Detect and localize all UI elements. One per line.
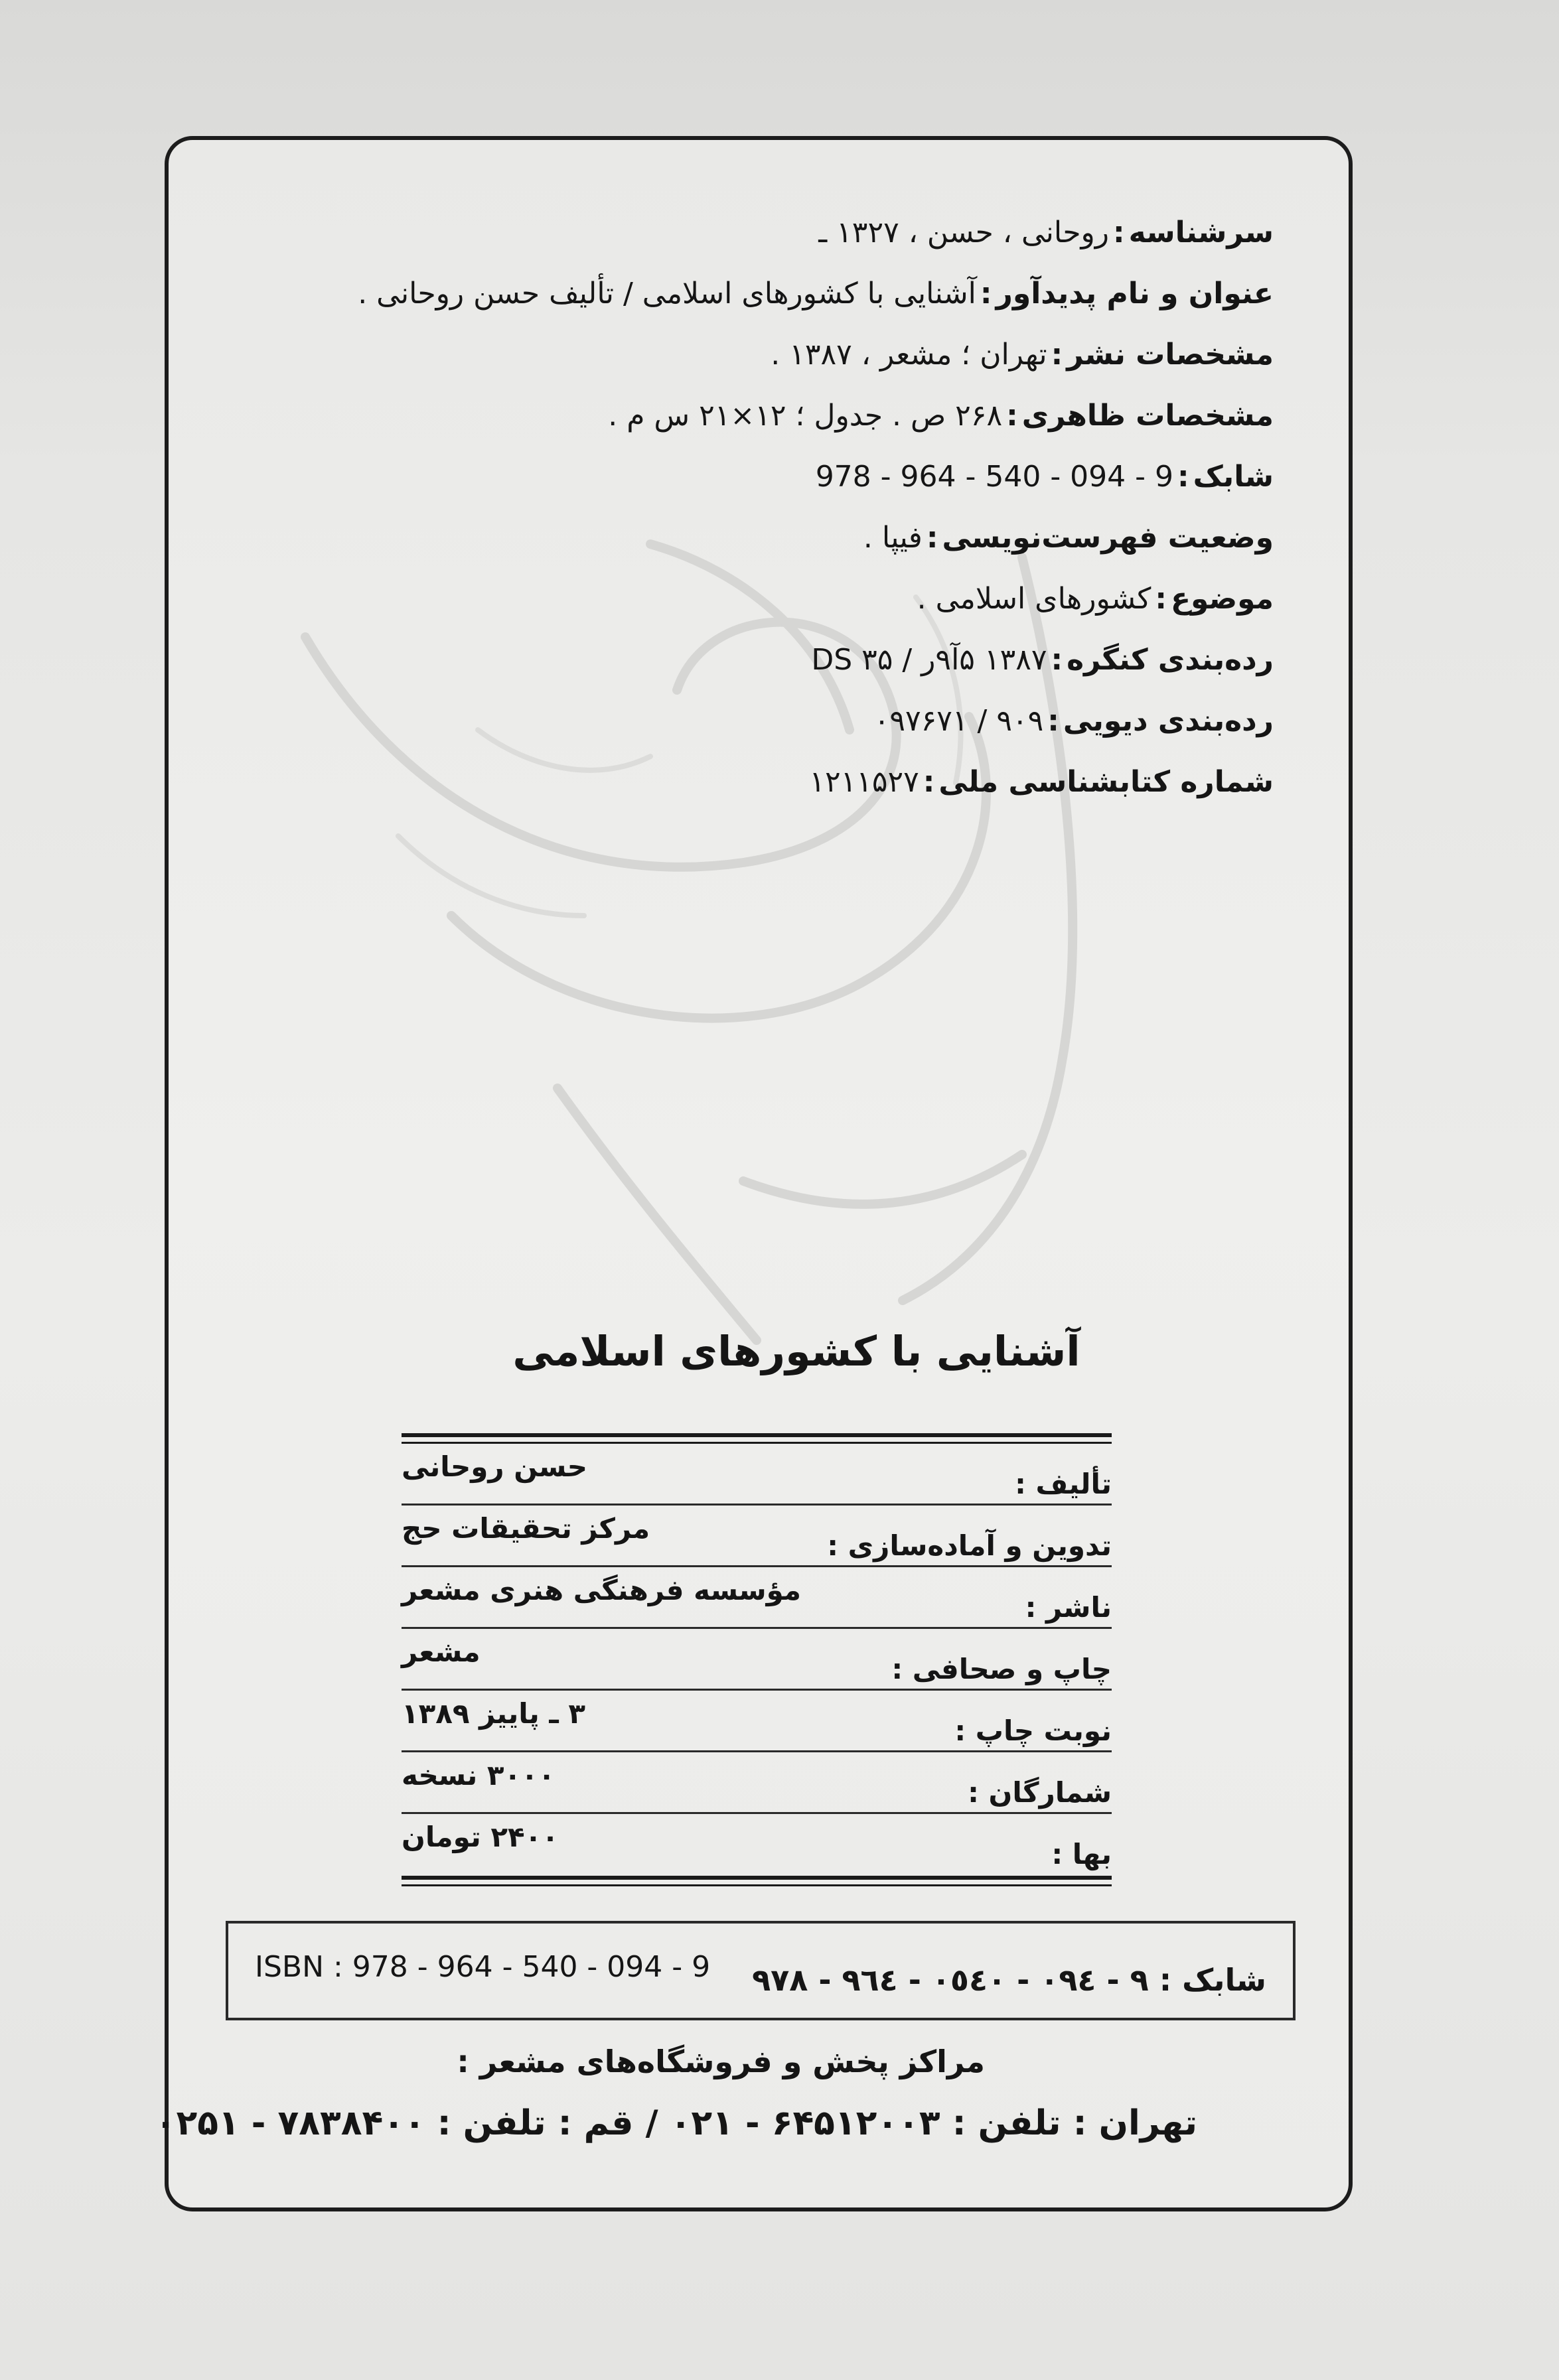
cip-lc-class: رده‌بندی کنگره:۱۳۸۷ ۵آ۹ر / DS ۳۵ [811,643,1274,677]
cip-physical: مشخصات ظاهری:۲۶۸ ص . جدول ؛ ۱۲×۲۱ س م . [608,399,1274,433]
bottom-double-rule [402,1876,1112,1886]
book-title: آشنایی با کشورهای اسلامی [512,1327,1080,1375]
cip-subject: موضوع:کشورهای اسلامی . [917,582,1274,616]
isbn-latin: ISBN : 978 - 964 - 540 - 094 - 9 [255,1950,711,1984]
credit-row-edition: نوبت چاپ : ۳ ـ پاییز ۱۳۸۹ [402,1691,1112,1752]
distribution-heading: مراکز پخش و فروشگاه‌های مشعر : [457,2044,985,2079]
cip-title: عنوان و نام پدیدآور:آشنایی با کشورهای اسلامی / تألیف حسن روحانی . [358,277,1274,311]
cataloging-in-publication [278,202,1274,813]
credit-row-publisher: ناشر : مؤسسه فرهنگی هنری مشعر [402,1567,1112,1629]
credit-row-printing: چاپ و صحافی : مشعر [402,1629,1112,1691]
cip-isbn: شابک:978 - 964 - 540 - 094 - 9 [815,460,1274,494]
cip-national-bib: شماره کتابشناسی ملی:۱۲۱۱۵۲۷ [809,765,1274,799]
cip-status: وضعیت فهرست‌نویسی:فیپا . [863,521,1274,555]
top-double-rule [402,1433,1112,1444]
distribution-contacts: تهران : تلفن : ۶۴۵۱۲۰۰۳ - ۰۲۱ / قم : تلفن : ۷۸۳۸۴۰۰ - ۰۲۵۱ [155,2103,1197,2143]
cip-author: سرشناسه:روحانی ، حسن ، ۱۳۲۷ ـ [818,216,1274,249]
credit-row-price: بها : ۲۴۰۰ تومان [402,1821,1112,1870]
cip-publication: مشخصات نشر:تهران ؛ مشعر ، ۱۳۸۷ . [771,338,1274,372]
isbn-persian: شابک : ۹ - ۰۹٤ - ۰٥٤۰ - ۹٦٤ - ۹۷۸ [752,1962,1266,1998]
credit-row-print-run: شمارگان : ۳۰۰۰ نسخه [402,1752,1112,1814]
credit-row-author: تألیف : حسن روحانی [402,1444,1112,1505]
credits-table [402,1433,1112,1886]
cip-dewey-class: رده‌بندی دیویی:۹۰۹ / ۰۹۷۶۷۱ [873,704,1274,738]
isbn-box [226,1921,1296,2020]
credit-row-compiler: تدوین و آماده‌سازی : مرکز تحقیقات حج [402,1505,1112,1567]
